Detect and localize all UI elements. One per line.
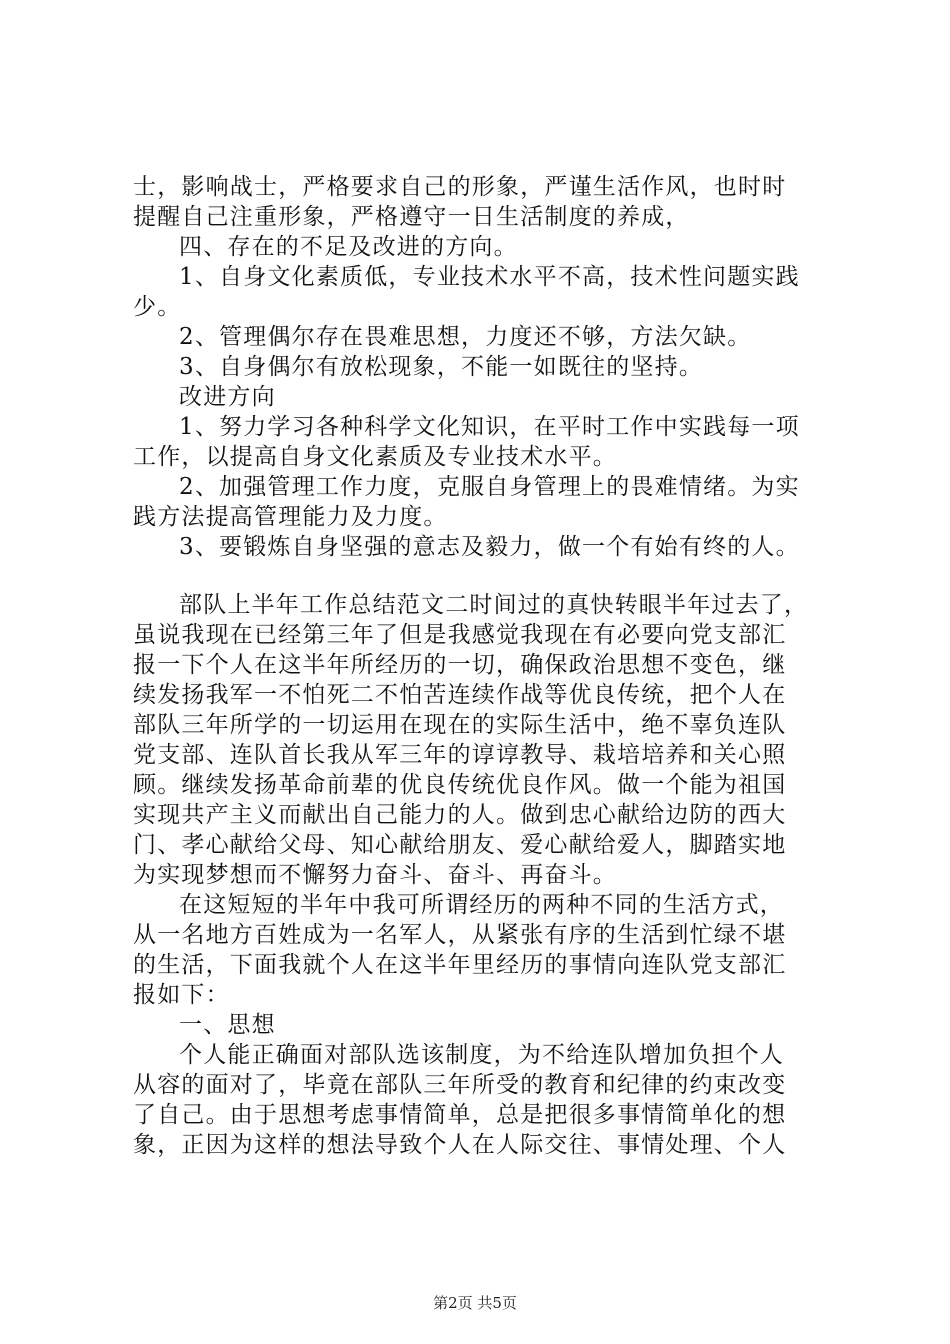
- text-line: 从容的面对了，毕竟在部队三年所受的教育和纪律的约束改变: [133, 1072, 787, 1098]
- text-line: 党支部、连队首长我从军三年的谆谆教导、栽培培养和关心照: [133, 742, 787, 768]
- text-line: 报一下个人在这半年所经历的一切，确保政治思想不变色，继: [133, 652, 787, 678]
- text-line: 个人能正确面对部队选该制度，为不给连队增加负担个人: [179, 1042, 784, 1068]
- text-line: 象，正因为这样的想法导致个人在人际交往、事情处理、个人: [133, 1132, 787, 1158]
- text-line: 工作，以提高自身文化素质及专业技术水平。: [133, 444, 617, 470]
- text-line: 改进方向: [179, 384, 276, 410]
- text-line: 2、加强管理工作力度，克服自身管理上的畏难情绪。为实: [179, 474, 800, 500]
- text-line: 少。: [133, 294, 182, 320]
- text-line: 报如下：: [133, 982, 230, 1008]
- text-line: 顾。继续发扬革命前辈的优良传统优良作风。做一个能为祖国: [133, 772, 787, 798]
- text-line: 实现共产主义而献出自己能力的人。做到忠心献给边防的西大: [133, 802, 787, 828]
- text-line: 四、存在的不足及改进的方向。: [179, 234, 518, 260]
- text-line: 践方法提高管理能力及力度。: [133, 504, 448, 530]
- text-line: 1、自身文化素质低，专业技术水平不高，技术性问题实践: [179, 264, 800, 290]
- text-line: 门、孝心献给父母、知心献给朋友、爱心献给爱人，脚踏实地: [133, 832, 787, 858]
- paragraph-gap: [133, 562, 833, 590]
- text-line: 一、思想: [179, 1012, 276, 1038]
- text-line: 2、管理偶尔存在畏难思想，力度还不够，方法欠缺。: [179, 324, 752, 350]
- text-line: 部队三年所学的一切运用在现在的实际生活中，绝不辜负连队: [133, 712, 787, 738]
- text-line: 提醒自己注重形象，严格遵守一日生活制度的养成，: [133, 204, 690, 230]
- text-line: 为实现梦想而不懈努力奋斗、奋斗、再奋斗。: [133, 862, 617, 888]
- text-line: 的生活，下面我就个人在这半年里经历的事情向连队党支部汇: [133, 952, 787, 978]
- text-line: 3、自身偶尔有放松现象，不能一如既往的坚持。: [179, 354, 704, 380]
- text-line: 从一名地方百姓成为一名军人，从紧张有序的生活到忙绿不堪: [133, 922, 787, 948]
- text-line: 虽说我现在已经第三年了但是我感觉我现在有必要向党支部汇: [133, 622, 787, 648]
- text-line: 3、要锻炼自身坚强的意志及毅力，做一个有始有终的人。: [179, 534, 800, 560]
- page-footer: 第2页 共5页: [433, 1294, 517, 1312]
- text-line: 士，影响战士，严格要求自己的形象，严谨生活作风，也时时: [133, 174, 787, 200]
- text-line: 了自己。由于思想考虑事情简单，总是把很多事情简单化的想: [133, 1102, 787, 1128]
- text-line: 部队上半年工作总结范文二时间过的真快转眼半年过去了，: [179, 592, 809, 618]
- text-line: 在这短短的半年中我可所谓经历的两种不同的生活方式，: [179, 892, 784, 918]
- document-body: [133, 172, 833, 1160]
- text-line: 1、努力学习各种科学文化知识，在平时工作中实践每一项: [179, 414, 800, 440]
- text-line: 续发扬我军一不怕死二不怕苦连续作战等优良传统，把个人在: [133, 682, 787, 708]
